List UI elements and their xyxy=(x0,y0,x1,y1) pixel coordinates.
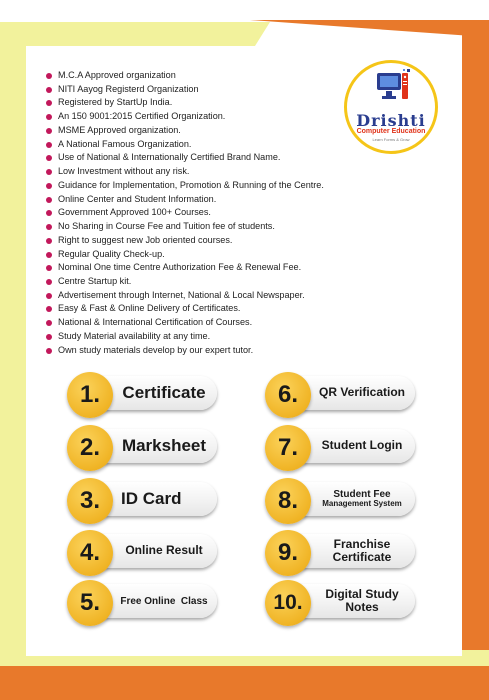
feature-text: Centre Startup kit. xyxy=(58,276,132,287)
service-free-online-class xyxy=(67,580,217,626)
feature-item xyxy=(46,110,324,124)
bullet-icon xyxy=(46,183,52,189)
service-label-line1: Digital Study xyxy=(325,586,399,601)
bullet-icon xyxy=(46,265,52,271)
feature-item xyxy=(46,138,324,152)
feature-item xyxy=(46,275,324,289)
logo-subtitle: Computer Education xyxy=(356,128,426,135)
service-number: 3. xyxy=(67,478,113,524)
feature-text: A National Famous Organization. xyxy=(58,138,192,149)
feature-item xyxy=(46,220,324,234)
service-certificate xyxy=(67,372,217,418)
bullet-icon xyxy=(46,155,52,161)
service-label: Student Login xyxy=(321,438,403,453)
computer-icon xyxy=(373,69,411,109)
service-number: 10. xyxy=(265,580,311,626)
service-student-login xyxy=(265,425,415,471)
feature-text: National & International Certification of Courses. xyxy=(58,317,253,328)
service-digital-study-notes xyxy=(265,580,415,626)
service-id-card xyxy=(67,478,217,524)
feature-text: MSME Approved organization. xyxy=(58,124,181,135)
feature-item xyxy=(46,96,324,110)
service-label-line2: Notes xyxy=(345,600,379,614)
service-number: 5. xyxy=(67,580,113,626)
service-label: Marksheet xyxy=(121,435,207,455)
feature-text: Advertisement through Internet, National & Local Newspaper. xyxy=(58,289,305,300)
logo-title: Drishti xyxy=(356,111,426,130)
bullet-icon xyxy=(46,73,52,79)
service-marksheet xyxy=(67,425,217,471)
bullet-icon xyxy=(46,169,52,175)
feature-text: Right to suggest new Job oriented courses. xyxy=(58,234,233,245)
service-number: 8. xyxy=(265,478,311,524)
service-label-line1: Student Fee xyxy=(333,489,391,501)
service-label: Free Online Class xyxy=(120,595,208,607)
feature-text: Guidance for Implementation, Promotion & Running of the Centre. xyxy=(58,179,324,190)
bullet-icon xyxy=(46,224,52,230)
feature-text: M.C.A Approved organization xyxy=(58,70,176,80)
bullet-icon xyxy=(46,87,52,93)
bullet-icon xyxy=(46,197,52,203)
bullet-icon xyxy=(46,114,52,120)
service-label xyxy=(315,534,409,568)
bullet-icon xyxy=(46,100,52,106)
bullet-icon xyxy=(46,334,52,340)
feature-text: Easy & Fast & Online Delivery of Certificates. xyxy=(58,303,241,314)
bullet-icon xyxy=(46,128,52,134)
service-number: 7. xyxy=(265,425,311,471)
feature-item xyxy=(46,124,324,138)
bullet-icon xyxy=(46,238,52,244)
drishti-logo xyxy=(344,60,438,154)
feature-item xyxy=(46,83,324,97)
service-label-line2: Management System xyxy=(322,499,402,509)
feature-text: Nominal One time Centre Authorization Fee & Renewal Fee. xyxy=(58,262,302,273)
bullet-icon xyxy=(46,142,52,148)
feature-item xyxy=(46,206,324,220)
bullet-icon xyxy=(46,320,52,326)
feature-item xyxy=(46,151,324,165)
feature-text: Regular Quality Check-up. xyxy=(58,248,165,259)
feature-text: Government Approved 100+ Courses. xyxy=(58,207,211,218)
service-online-result xyxy=(67,530,217,576)
bullet-icon xyxy=(46,210,52,216)
service-label: Certificate xyxy=(122,382,206,402)
service-label: Online Result xyxy=(125,543,203,558)
service-number: 1. xyxy=(67,372,113,418)
service-number: 4. xyxy=(67,530,113,576)
feature-item xyxy=(46,344,324,358)
feature-text: Study Material availability at any time. xyxy=(58,330,211,341)
service-number: 2. xyxy=(67,425,113,471)
service-label-line2: Certificate xyxy=(332,550,392,564)
feature-text: Use of National & Internationally Certified Brand Name. xyxy=(58,152,281,163)
feature-item xyxy=(46,248,324,262)
feature-text: Own study materials develop by our expert tutor. xyxy=(58,344,254,355)
bullet-icon xyxy=(46,306,52,312)
service-label xyxy=(315,584,409,618)
bullet-icon xyxy=(46,252,52,258)
service-label: ID Card xyxy=(121,488,182,508)
service-student-fee xyxy=(265,478,415,524)
feature-item xyxy=(46,179,324,193)
feature-item xyxy=(46,289,324,303)
feature-item xyxy=(46,193,324,207)
feature-text: An 150 9001:2015 Certified Organization. xyxy=(58,111,226,122)
bullet-icon xyxy=(46,293,52,299)
feature-text: NITI Aayog Registerd Organization xyxy=(58,83,199,94)
features-list xyxy=(46,69,324,357)
logo-tagline: Learn Forms & Grow xyxy=(372,137,410,142)
feature-item xyxy=(46,165,324,179)
feature-text: Low Investment without any risk. xyxy=(58,166,190,177)
feature-text: No Sharing in Course Fee and Tuition fee of students. xyxy=(58,221,275,232)
service-label-line1: Franchise xyxy=(333,536,391,551)
feature-item xyxy=(46,234,324,248)
service-qr-verification xyxy=(265,372,415,418)
service-label xyxy=(315,482,409,516)
bullet-icon xyxy=(46,279,52,285)
service-number: 6. xyxy=(265,372,311,418)
feature-item xyxy=(46,261,324,275)
feature-item xyxy=(46,69,324,83)
service-franchise-certificate xyxy=(265,530,415,576)
feature-item xyxy=(46,316,324,330)
feature-text: Online Center and Student Information. xyxy=(58,193,217,204)
service-number: 9. xyxy=(265,530,311,576)
feature-text: Registered by StartUp India. xyxy=(58,97,173,108)
bullet-icon xyxy=(46,348,52,354)
feature-item xyxy=(46,330,324,344)
service-label: QR Verification xyxy=(318,385,406,400)
feature-item xyxy=(46,302,324,316)
